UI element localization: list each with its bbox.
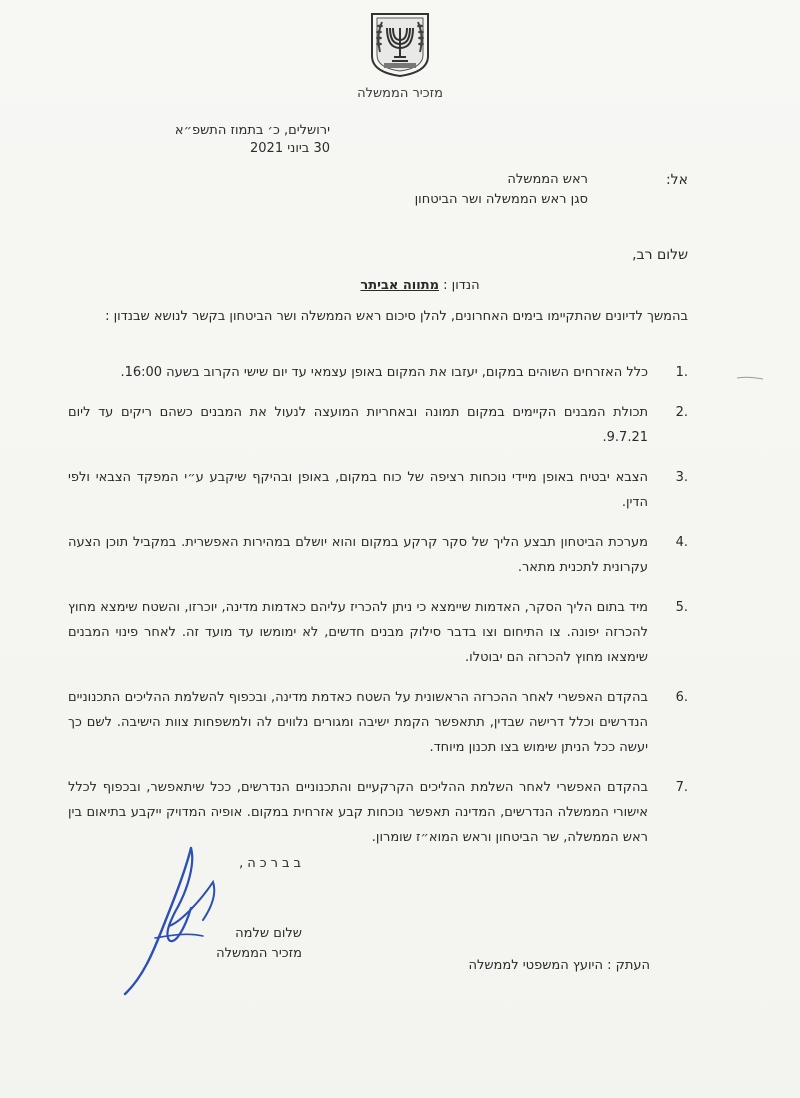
item-number: .5: [675, 600, 688, 615]
item-number: .6: [675, 690, 688, 705]
list-item: [68, 685, 688, 760]
subject-label: הנדון :: [443, 278, 480, 293]
scan-mark-icon: [735, 368, 765, 378]
list-item: [68, 530, 688, 580]
date-block: [110, 122, 330, 158]
office-title: מזכיר הממשלה: [357, 86, 443, 101]
item-number: .3: [675, 470, 688, 485]
item-number: .2: [675, 405, 688, 420]
state-emblem-icon: [368, 12, 432, 78]
item-text: כלל האזרחים השוהים במקום, יעזבו את המקום באופן עצמאי עד יום שישי הקרוב בשעה 16:00.: [120, 365, 648, 380]
list-item: [68, 465, 688, 515]
item-number: .4: [675, 535, 688, 550]
list-item: [68, 400, 688, 450]
intro-paragraph: בהמשך לדיונים שהתקיימו בימים האחרונים, להלן סיכום ראש הממשלה ושר הביטחון בקשר לנושא שבנדון :: [105, 309, 688, 324]
list-item: [68, 775, 688, 850]
list-item: [68, 360, 688, 385]
gregorian-date: 30 ביוני 2021: [250, 141, 330, 156]
item-text: בהקדם האפשרי לאחר השלמת ההליכים הקרקעיים והתכנוניים הנדרשים, ככל שיתאפשר, ובכפוף לכלל אישורי הממשלה הנדרשים, המדינה תאפשר נוכחות קבע אזרחית במקום. אופיה המדויק ייקבע בתיאום בין ראש הממשלה, שר הביטחון וראש המוא״ז שומרון.: [68, 780, 648, 845]
cc-line: העתק : היועץ המשפטי לממשלה: [468, 958, 650, 973]
item-text: מיד בתום הליך הסקר, האדמות שיימצא כי ניתן להכריז עליהם כאדמות מדינה, יוכרזו, והשטח שימצא מחוץ להכרזה יפונה. צו התיחום וצו בדבר סילוק מבנים חדשים, לא ימומשו עד מועד זה. לאחר פינוי המבנים שימצאו מחוץ להכרזה הם יבוטלו.: [68, 600, 648, 665]
signature-icon: [115, 842, 225, 1002]
hebrew-date: ירושלים, כ׳ בתמוז התשפ״א: [174, 123, 330, 138]
item-number: .1: [675, 365, 688, 380]
signer-block: [192, 924, 302, 964]
summary-list: [68, 360, 688, 865]
list-item: [68, 595, 688, 670]
closing: בברכה,: [239, 856, 305, 871]
item-text: הצבא יבטיח באופן מיידי נוכחות רציפה של כוח במקום, באופן ובהיקף שיקבע ע״י המפקד הצבאי ולפי הדין.: [68, 470, 648, 510]
item-text: בהקדם האפשרי לאחר ההכרזה הראשונית על השטח כאדמת מדינה, ובכפוף להשלמת ההליכים התכנוניים הנדרשים וכלל דרישה שבדין, תתאפשר הקמת ישיבה ומגורים נלווים לה ולמשפחות צוות הישיבה. לשם כך יעשה ככל הניתן שימוש בצו תכנון מיוחד.: [68, 690, 648, 755]
item-text: מערכת הביטחון תבצע הליך של סקר קרקע במקום והוא יושלם במהירות האפשרית. במקביל תוכן הצעה עקרונית לתכנית מתאר.: [68, 535, 648, 575]
greeting: שלום רב,: [632, 247, 688, 263]
subject-topic: מתווה אביתר: [360, 278, 440, 293]
to-label: אל:: [665, 172, 688, 188]
recipients: [258, 170, 588, 210]
subject-line: [300, 278, 540, 293]
recipient: סגן ראש הממשלה ושר הביטחון: [414, 192, 588, 207]
item-number: .7: [675, 780, 688, 795]
item-text: תכולת המבנים הקיימים במקום תמונה ובאחריות המועצה לנעול את המבנים כשהם ריקים עד ליום 9.7.21.: [68, 405, 648, 445]
signer-title: מזכיר הממשלה: [216, 946, 302, 961]
recipient: ראש הממשלה: [507, 172, 588, 187]
signer-name: שלום שלמה: [235, 926, 302, 941]
